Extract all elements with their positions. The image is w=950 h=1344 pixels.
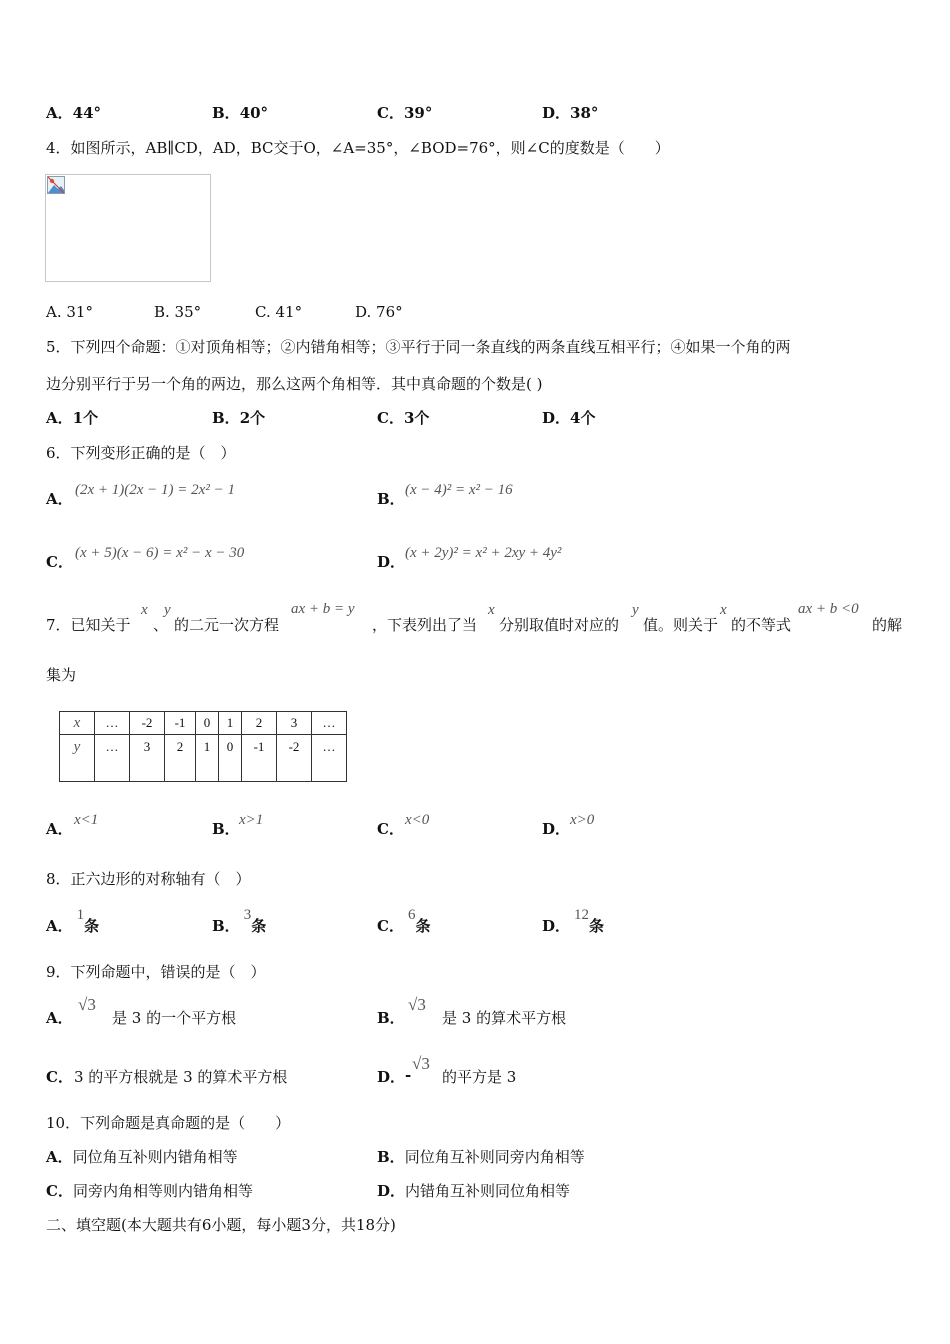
q5-stem-line2: 边分别平行于另一个角的两边，那么这两个角相等．其中真命题的个数是( ) (46, 375, 543, 393)
table-cell: 0 (196, 712, 219, 735)
q8-option-a: A．1条 (46, 907, 100, 935)
q9-option-d-sqrt3: √3 (412, 1054, 430, 1073)
table-cell: y (60, 735, 95, 782)
q10-option-a: A．同位角互补则内错角相等 (46, 1148, 238, 1166)
q6-option-b-math: (x − 4)² = x² − 16 (405, 482, 513, 498)
q7-math-inequality: ax + b <0 (798, 601, 859, 617)
q7-option-a-math: x<1 (74, 812, 99, 828)
q5-option-a: A．1个 (46, 409, 99, 427)
q9-option-c-letter: C． (46, 1068, 73, 1086)
q7-math-equation: ax + b = y (291, 601, 355, 617)
q7-stem-t7: 的不等式 (731, 616, 792, 634)
q8-option-d: D．12条 (542, 907, 605, 935)
q4-option-a: A. 31° (46, 303, 93, 321)
q7-option-b-math: x>1 (239, 812, 264, 828)
table-cell: … (312, 712, 347, 735)
q4-option-c: C. 41° (255, 303, 303, 321)
q6-option-c-math: (x + 5)(x − 6) = x² − x − 30 (75, 545, 245, 561)
q7-option-b-letter: B． (212, 820, 240, 838)
broken-image-icon (47, 176, 65, 194)
table-cell: x (60, 712, 95, 735)
table-cell: 1 (219, 712, 242, 735)
q7-stem-t2: 、 (153, 616, 169, 634)
table-cell: -1 (242, 735, 277, 782)
q4-figure-broken-image (45, 174, 211, 282)
q7-option-d-letter: D． (542, 820, 571, 838)
table-cell: 2 (165, 735, 196, 782)
table-cell: 3 (130, 735, 165, 782)
table-cell: 1 (196, 735, 219, 782)
table-cell: … (312, 735, 347, 782)
q10-option-c: C．同旁内角相等则内错角相等 (46, 1182, 253, 1200)
q10-option-b: B．同位角互补则同旁内角相等 (377, 1148, 585, 1166)
table-cell: … (95, 712, 130, 735)
q5-option-b: B．2个 (212, 409, 266, 427)
q9-option-d-minus: - (405, 1066, 412, 1084)
q7-math-y2: y (632, 602, 639, 618)
q9-stem: 9．下列命题中，错误的是（ ） (46, 963, 266, 981)
q3-option-d: D．38° (542, 104, 599, 122)
q4-option-d: D. 76° (355, 303, 403, 321)
q10-stem: 10．下列命题是真命题的是（ ） (46, 1114, 291, 1132)
q7-stem-t6: 值。则关于 (643, 616, 719, 634)
table-row (60, 735, 347, 782)
section-2-heading: 二、填空题(本大题共有6小题，每小题3分，共18分) (46, 1216, 396, 1234)
q5-option-d: D．4个 (542, 409, 596, 427)
q6-option-a-math: (2x + 1)(2x − 1) = 2x² − 1 (75, 482, 235, 498)
q9-option-c-text: 3 的平方根就是 3 的算术平方根 (74, 1068, 288, 1086)
q3-option-a: A．44° (46, 104, 102, 122)
q9-option-a-text: 是 3 的一个平方根 (112, 1009, 237, 1027)
q4-option-b: B. 35° (154, 303, 202, 321)
q7-option-a-letter: A． (46, 820, 73, 838)
q7-math-x2: x (488, 602, 495, 618)
q7-stem-line2: 集为 (46, 666, 77, 684)
q5-stem-line1: 5．下列四个命题：①对顶角相等；②内错角相等；③平行于同一条直线的两条直线互相平行；④如果一个角的两 (46, 338, 791, 356)
q7-math-x3: x (720, 602, 727, 618)
table-row (60, 712, 347, 735)
table-cell: -1 (165, 712, 196, 735)
q7-stem-t4: ，下表列出了当 (372, 616, 478, 634)
q3-option-b: B．40° (212, 104, 269, 122)
q9-option-b-text: 是 3 的算术平方根 (442, 1009, 567, 1027)
q9-option-b-letter: B． (377, 1009, 405, 1027)
q7-stem-t8: 的解 (872, 616, 903, 634)
q7-stem-t5: 分别取值时对应的 (499, 616, 620, 634)
table-cell: 3 (277, 712, 312, 735)
q8-stem: 8．正六边形的对称轴有（ ） (46, 870, 251, 888)
q9-option-b-sqrt3: √3 (408, 995, 426, 1014)
q7-option-c-math: x<0 (405, 812, 430, 828)
q7-value-table (59, 711, 347, 782)
q7-stem-t1: 7．已知关于 (46, 616, 131, 634)
q6-option-d-letter: D． (377, 553, 406, 571)
q7-math-x: x (141, 602, 148, 618)
q9-option-a-sqrt3: √3 (78, 995, 96, 1014)
q6-option-b-letter: B． (377, 490, 405, 508)
q8-option-c: C．6条 (377, 907, 431, 935)
q7-option-c-letter: C． (377, 820, 404, 838)
table-cell: -2 (130, 712, 165, 735)
table-cell: … (95, 735, 130, 782)
table-cell: 0 (219, 735, 242, 782)
q9-option-d-text: 的平方是 3 (442, 1068, 517, 1086)
q5-option-c: C．3个 (377, 409, 430, 427)
q6-option-d-math: (x + 2y)² = x² + 2xy + 4y² (405, 545, 562, 561)
q9-option-a-letter: A． (46, 1009, 73, 1027)
q7-option-d-math: x>0 (570, 812, 595, 828)
q7-math-y: y (164, 602, 171, 618)
q10-option-d: D．内错角互补则同位角相等 (377, 1182, 571, 1200)
table-cell: 2 (242, 712, 277, 735)
q3-option-c: C．39° (377, 104, 433, 122)
table-cell: -2 (277, 735, 312, 782)
q6-stem: 6．下列变形正确的是（ ） (46, 444, 236, 462)
q6-option-c-letter: C． (46, 553, 73, 571)
q7-stem-t3: 的二元一次方程 (174, 616, 280, 634)
q9-option-d-letter: D． (377, 1068, 406, 1086)
q8-option-b: B．3条 (212, 907, 267, 935)
q4-stem: 4．如图所示，AB∥CD，AD，BC交于O，∠A=35°，∠BOD=76°，则∠C的度数是（ ） (46, 139, 670, 157)
q6-option-a-letter: A． (46, 490, 73, 508)
